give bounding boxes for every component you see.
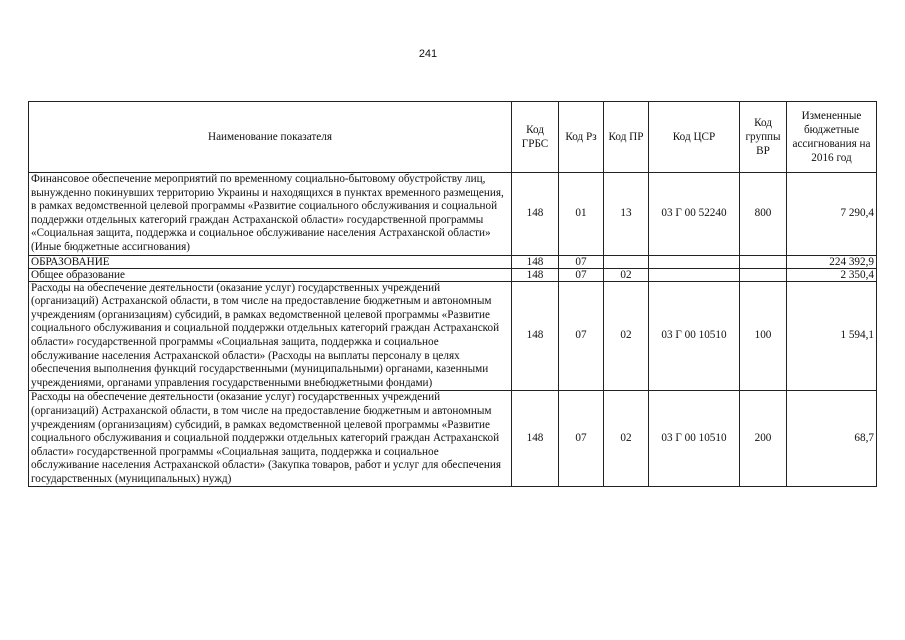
table-row [29, 255, 877, 268]
budget-table [28, 101, 877, 487]
table-row [29, 281, 877, 391]
header-name: Наименование показателя [29, 102, 512, 173]
table-row [29, 391, 877, 487]
row-pr: 02 [604, 391, 649, 487]
header-vr: Код группы ВР [740, 102, 787, 173]
table-header-row [29, 102, 877, 173]
row-rz: 07 [559, 268, 604, 281]
row-pr [604, 255, 649, 268]
row-csr [649, 268, 740, 281]
row-rz: 07 [559, 281, 604, 391]
row-pr: 13 [604, 173, 649, 256]
row-name: ОБРАЗОВАНИЕ [29, 255, 512, 268]
row-rz: 07 [559, 255, 604, 268]
row-amount: 2 350,4 [787, 268, 877, 281]
page-number: 241 [418, 48, 438, 60]
row-rz: 07 [559, 391, 604, 487]
row-vr: 800 [740, 173, 787, 256]
row-grbs: 148 [512, 281, 559, 391]
header-grbs: Код ГРБС [512, 102, 559, 173]
row-amount: 68,7 [787, 391, 877, 487]
row-pr: 02 [604, 281, 649, 391]
row-vr: 200 [740, 391, 787, 487]
row-name: Расходы на обеспечение деятельности (оказание услуг) государственных учреждений (организаций) Астраханской области, в том числе на предоставление бюджетным и автономным учреждениям (организациям) субсидий, в рамках ведомственной целевой программы «Развитие социального обслуживания и социальной поддержки отдельных категорий граждан Астраханской области» государственной программы «Социальная защита, поддержка и социальное обслуживание населения Астраханской области» (Расходы на выплаты персоналу в целях обеспечения выполнения функций государственными (муниципальными) органами, казенными учреждениями, органами управления государственными внебюджетными фондами) [29, 281, 512, 391]
row-pr: 02 [604, 268, 649, 281]
header-csr: Код ЦСР [649, 102, 740, 173]
row-grbs: 148 [512, 268, 559, 281]
row-grbs: 148 [512, 173, 559, 256]
row-csr: 03 Г 00 52240 [649, 173, 740, 256]
header-pr: Код ПР [604, 102, 649, 173]
row-csr [649, 255, 740, 268]
row-grbs: 148 [512, 391, 559, 487]
row-name: Общее образование [29, 268, 512, 281]
row-csr: 03 Г 00 10510 [649, 391, 740, 487]
row-amount: 7 290,4 [787, 173, 877, 256]
row-amount: 1 594,1 [787, 281, 877, 391]
header-amount: Измененные бюджетные ассигнования на 2016 год [787, 102, 877, 173]
table-row [29, 173, 877, 256]
row-csr: 03 Г 00 10510 [649, 281, 740, 391]
header-rz: Код Рз [559, 102, 604, 173]
row-name: Финансовое обеспечение мероприятий по временному социально-бытовому обустройству лиц, вынужденно покинувших территорию Украины и находящихся в пунктах временного размещения, в рамках ведомственной целевой программы «Развитие социального обслуживания и социальной поддержки отдельных категорий граждан Астраханской области» государственной программы «Социальная защита, поддержка и социальное обслуживание населения Астраханской области» (Иные бюджетные ассигнования) [29, 173, 512, 256]
row-rz: 01 [559, 173, 604, 256]
row-vr [740, 268, 787, 281]
row-vr [740, 255, 787, 268]
row-grbs: 148 [512, 255, 559, 268]
row-amount: 224 392,9 [787, 255, 877, 268]
row-vr: 100 [740, 281, 787, 391]
table-row [29, 268, 877, 281]
row-name: Расходы на обеспечение деятельности (оказание услуг) государственных учреждений (организаций) Астраханской области, в том числе на предоставление бюджетным и автономным учреждениям (организациям) субсидий, в рамках ведомственной целевой программы «Развитие социального обслуживания и социальной поддержки отдельных категорий граждан Астраханской области» государственной программы «Социальная защита, поддержка и социальное обслуживание населения Астраханской области» (Закупка товаров, работ и услуг для обеспечения государственных (муниципальных) нужд) [29, 391, 512, 487]
